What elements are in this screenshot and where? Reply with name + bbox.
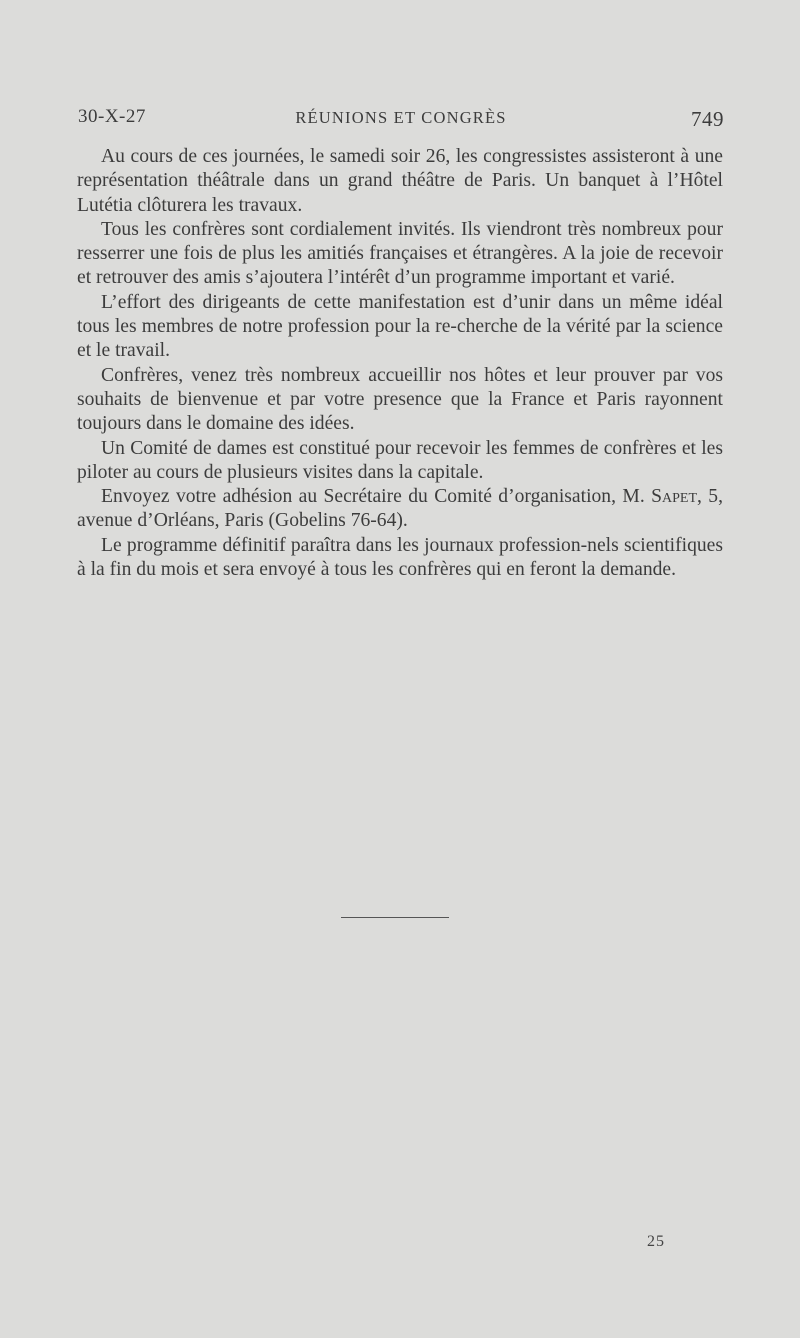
paragraph-ladies-committee: Un Comité de dames est constitué pour recevoir les femmes de confrères et les piloter au cours de plusieurs visites dans la capitale.: [77, 437, 723, 483]
adhesion-text-before: Envoyez votre adhésion au Secrétaire du Comité d’organisation, M.: [101, 486, 652, 508]
page-header: [78, 106, 724, 136]
body-text: [77, 145, 723, 582]
section-divider: [341, 917, 449, 918]
paragraph-invitation: Tous les confrères sont cordialement invités. Ils viendront très nombreux pour resserrer une fois de plus les amitiés françaises et étrangères. A la joie de recevoir et retrouver des amis s’ajoutera l’intérêt d’un programme important et varié.: [77, 218, 723, 289]
signature-mark: 25: [647, 1233, 665, 1250]
date-reference: 30-X-27: [78, 106, 146, 127]
paragraph-adhesion: [77, 485, 723, 534]
paragraph-effort: L’effort des dirigeants de cette manifestation est d’unir dans un même idéal tous les membres de notre profession pour la re-cherche de la vérité par la science et le travail.: [77, 291, 723, 362]
running-title: RÉUNIONS ET CONGRÈS: [295, 108, 507, 127]
paragraph-programme: Le programme définitif paraîtra dans les journaux profession-nels scientifiques à la fin du mois et sera envoyé à tous les confrères qui en feront la demande.: [77, 534, 723, 581]
secretary-name: Sapet: [651, 486, 698, 508]
paragraph-welcome: Confrères, venez très nombreux accueillir nos hôtes et leur prouver par vos souhaits de bienvenue et par votre presence que la France et Paris rayonnent toujours dans le domaine des idées.: [77, 364, 723, 435]
page-number: 749: [691, 107, 724, 131]
adhesion-text-after: , 5, avenue d’Orléans, Paris (Gobelins 76-64).: [77, 486, 723, 532]
paragraph-theatre-banquet: Au cours de ces journées, le samedi soir 26, les congressistes assisteront à une représentation théâtrale dans un grand théâtre de Paris. Un banquet à l’Hôtel Lutétia clôturera les travaux.: [77, 146, 723, 216]
